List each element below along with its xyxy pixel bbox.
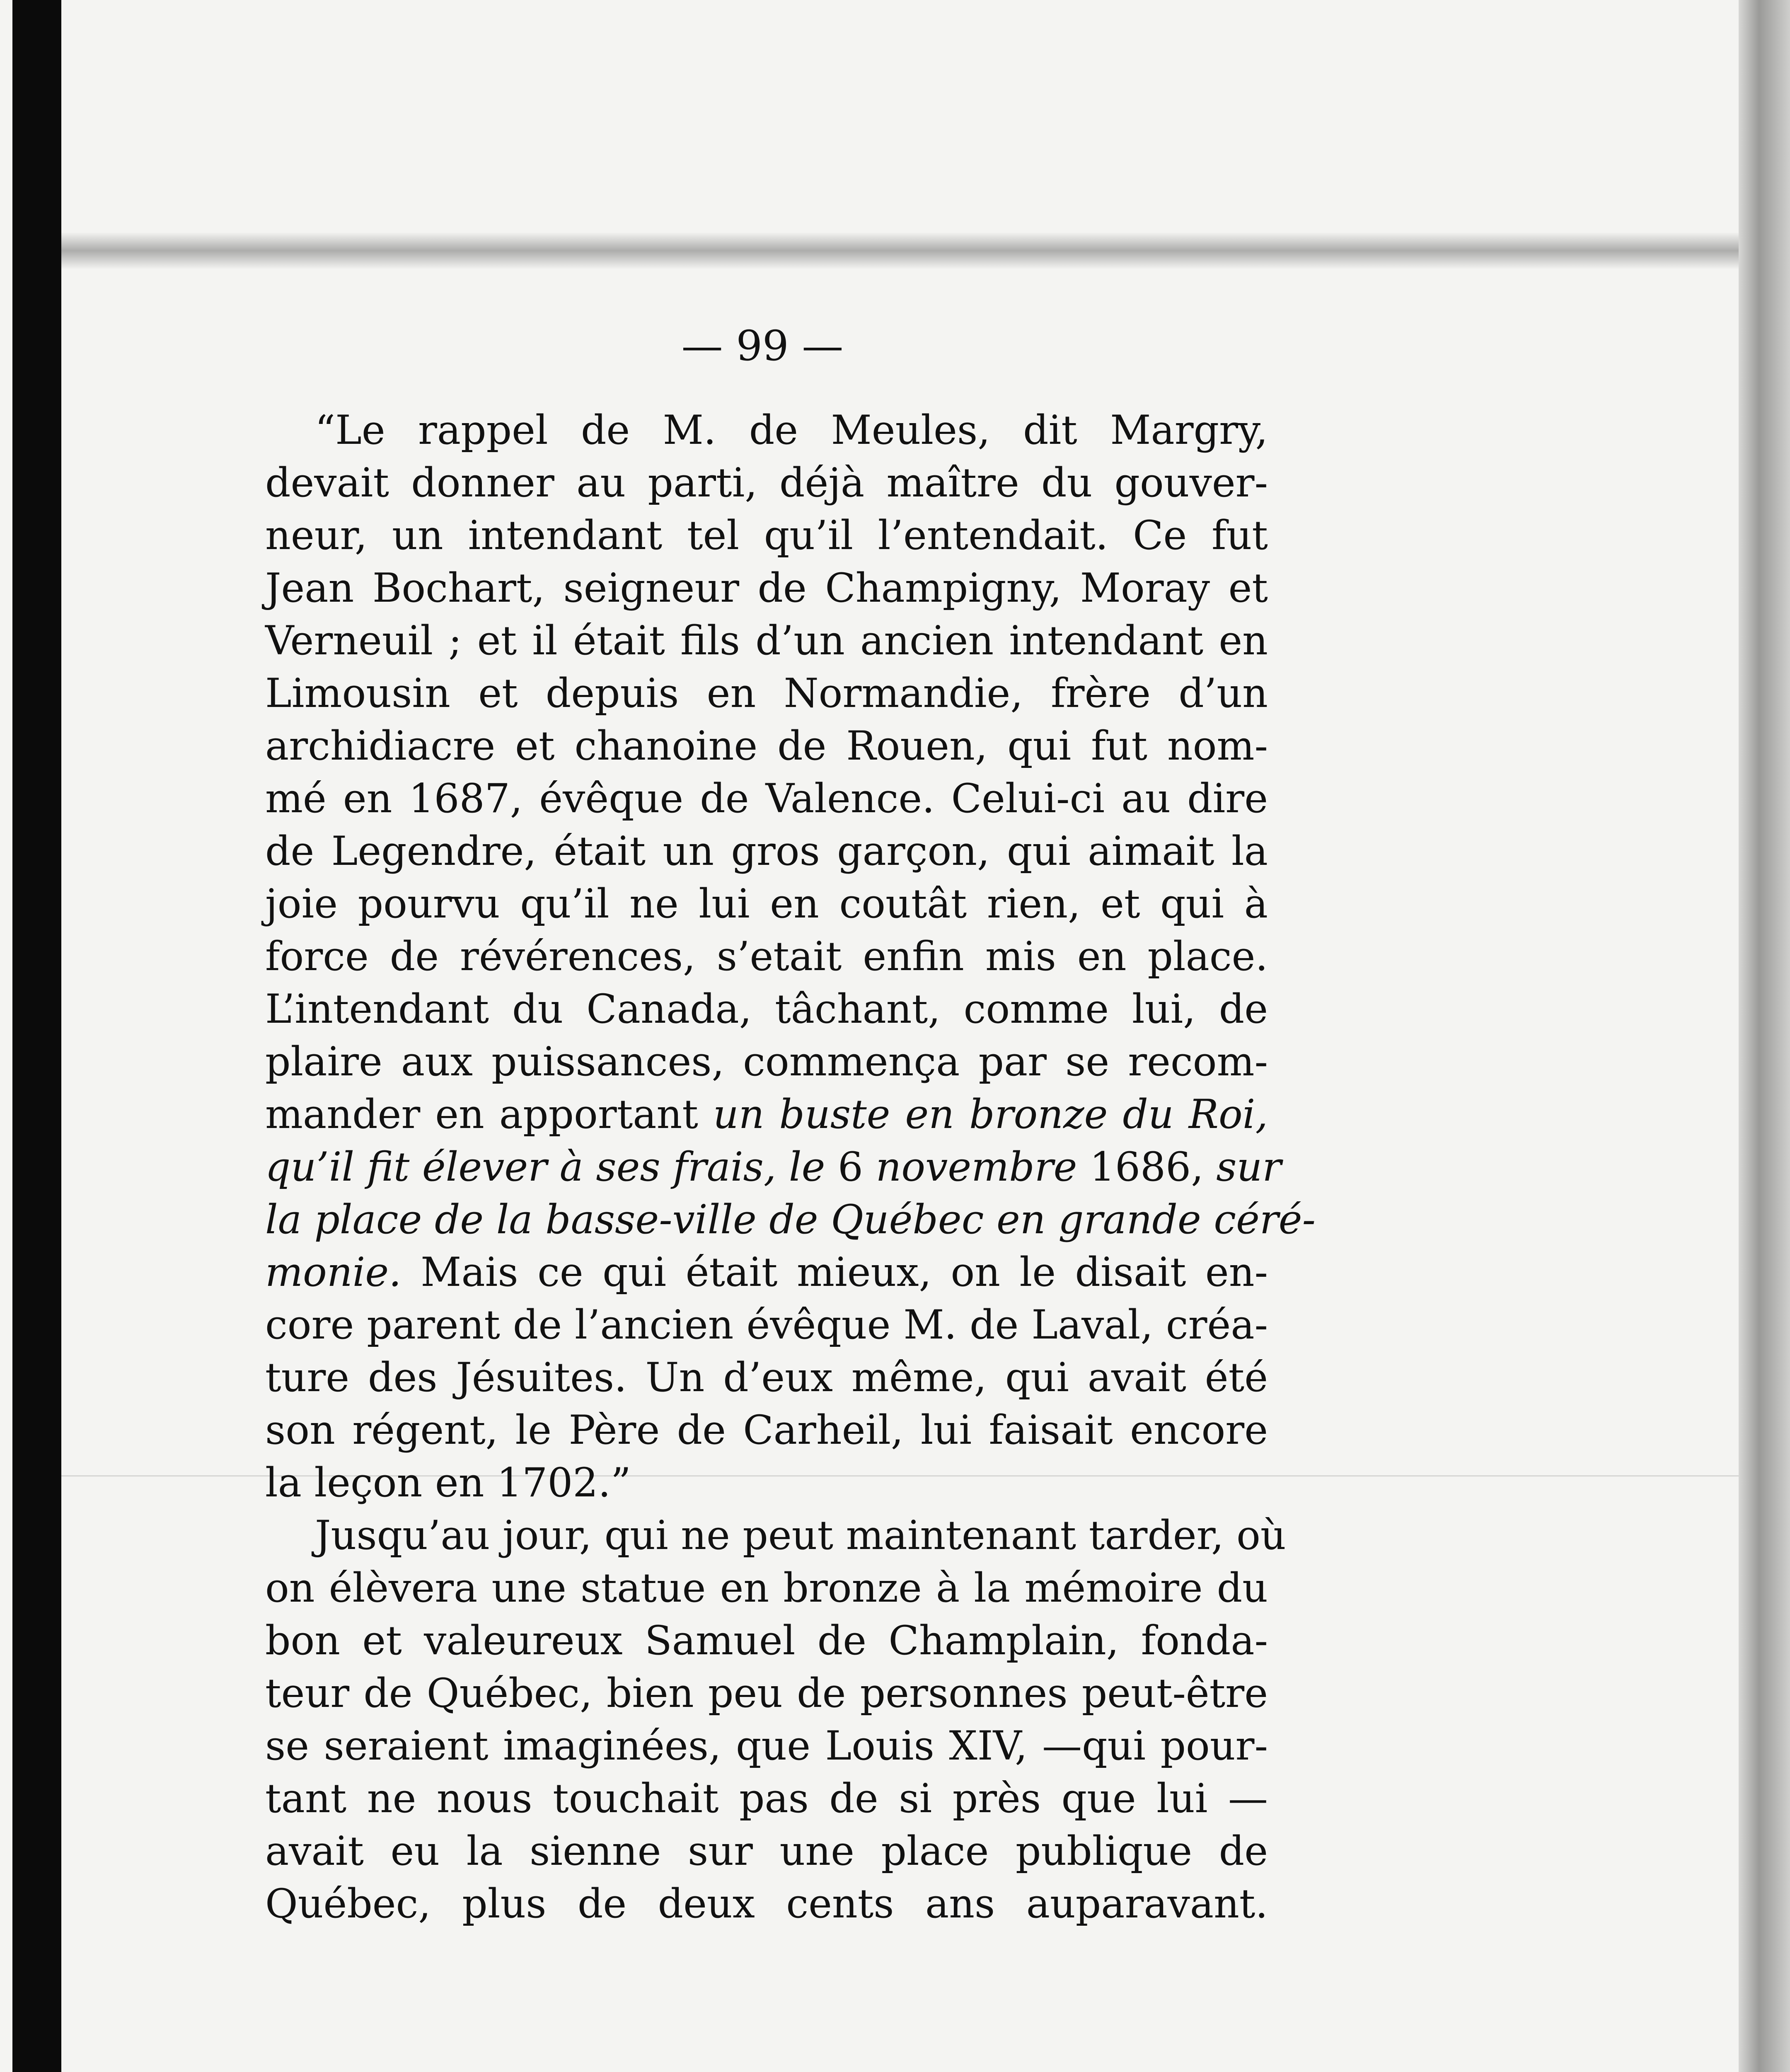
text-line: la leçon en 1702.”: [265, 1460, 631, 1506]
text-line: on élèvera une statue en bronze à la mémoire du: [265, 1565, 1268, 1611]
scan-smudge-band: [61, 232, 1739, 269]
text-line: de Legendre, était un gros garçon, qui aimait la: [265, 828, 1268, 874]
text-line: force de révérences, s’etait enfin mis en place.: [265, 933, 1268, 980]
text-line: Jean Bochart, seigneur de Champigny, Moray et: [265, 565, 1268, 611]
text-italic: la place de la basse-ville de Québec en grande céré-: [265, 1196, 1316, 1243]
text-line: neur, un intendant tel qu’il l’entendait. Ce fut: [265, 512, 1268, 559]
body-text: [265, 404, 1316, 1930]
text-line: mé en 1687, évêque de Valence. Celui-ci au dire: [265, 775, 1268, 822]
text-roman: 6: [825, 1144, 876, 1190]
text-line-mixed: [265, 1246, 1268, 1299]
text-line: L’intendant du Canada, tâchant, comme lui, de: [265, 986, 1268, 1032]
paragraph-quote: [265, 404, 1316, 1509]
page-number: — 99 —: [681, 322, 844, 370]
text-line: archidiacre et chanoine de Rouen, qui fut nom-: [265, 723, 1268, 769]
text-line: “Le rappel de M. de Meules, dit Margry,: [315, 407, 1268, 453]
text-line: plaire aux puissances, commença par se recom-: [265, 1038, 1268, 1085]
text-line: devait donner au parti, déjà maître du gouver-: [265, 460, 1268, 506]
text-roman: 1686,: [1077, 1144, 1217, 1190]
text-italic: novembre: [876, 1144, 1077, 1190]
text-roman: Mais ce qui était mieux, on le disait en-: [401, 1249, 1268, 1295]
text-line-mixed: [265, 1088, 1268, 1141]
text-line: core parent de l’ancien évêque M. de Laval, créa-: [265, 1302, 1268, 1348]
text-line: tant ne nous touchait pas de si près que lui —: [265, 1775, 1268, 1822]
text-line: ture des Jésuites. Un d’eux même, qui avait été: [265, 1354, 1268, 1401]
text-line: teur de Québec, bien peu de personnes peut-être: [265, 1670, 1268, 1716]
text-line-mixed: [265, 1141, 1282, 1193]
paragraph-champlain: [265, 1509, 1286, 1930]
text-line: Limousin et depuis en Normandie, frère d’un: [265, 670, 1268, 716]
scan-right-page-edge: [1739, 0, 1790, 2072]
text-line: bon et valeureux Samuel de Champlain, fonda-: [265, 1617, 1268, 1664]
text-roman: mander en apportant: [265, 1091, 713, 1138]
text-line: Québec, plus de deux cents ans auparavant.: [265, 1881, 1268, 1927]
text-italic: sur: [1216, 1144, 1282, 1190]
text-line: avait eu la sienne sur une place publique de: [265, 1828, 1268, 1874]
text-italic: un buste en bronze du Roi,: [713, 1091, 1268, 1138]
text-line: Verneuil ; et il était fils d’un ancien intendant en: [265, 617, 1268, 664]
text-line: son régent, le Père de Carheil, lui faisait encore: [265, 1407, 1268, 1453]
text-line: joie pourvu qu’il ne lui en coutât rien, et qui à: [265, 881, 1268, 927]
text-line: Jusqu’au jour, qui ne peut maintenant tarder, où: [315, 1512, 1286, 1559]
text-italic: qu’il fit élever à ses frais, le: [265, 1144, 825, 1190]
text-line-mixed: [265, 1193, 1316, 1246]
scan-left-binding-edge: [12, 0, 61, 2072]
text-italic: monie.: [265, 1249, 402, 1295]
text-line: se seraient imaginées, que Louis XIV, —qui pour-: [265, 1723, 1268, 1769]
